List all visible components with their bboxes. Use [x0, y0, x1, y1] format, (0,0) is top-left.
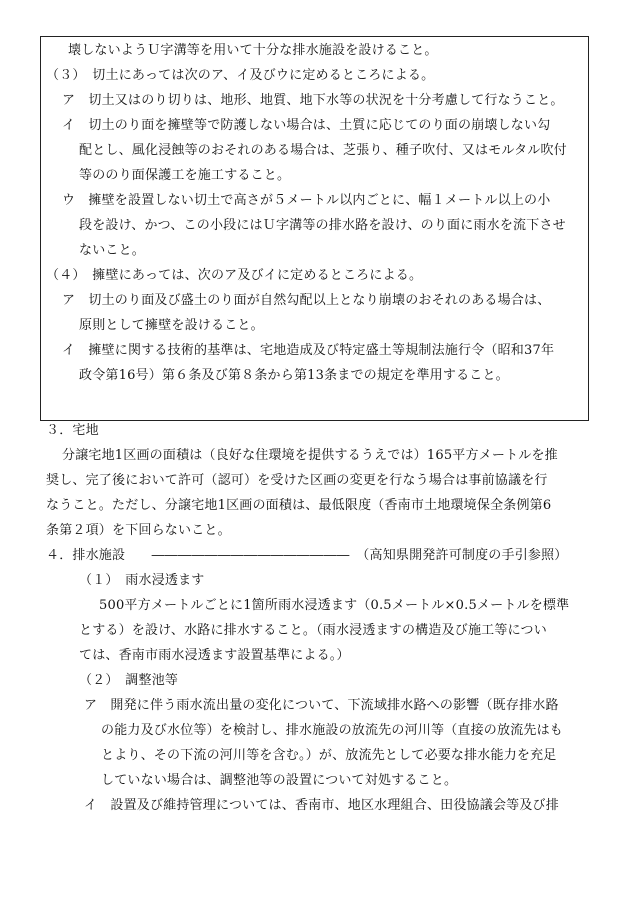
box-line-7: ウ 擁壁を設置しない切土で高さが５メートル以内ごとに、幅１メートル以上の小 [62, 193, 551, 208]
box-subsection-3-heading: （３） 切土にあっては次のア、イ及びウに定めるところによる。 [46, 68, 435, 83]
box-line-14: 政令第16号）第６条及び第８条から第13条までの規定を準用すること。 [79, 368, 509, 383]
section-4-sub1-line-3: ては、香南市雨水浸透ます設置基準による。） [79, 648, 350, 663]
section-4-sub2-heading: （２） 調整池等 [79, 673, 179, 688]
section-4-sub1-heading: （１） 雨水浸透ます [79, 573, 205, 588]
box-line-9: ないこと。 [79, 243, 146, 258]
section-4-sub2-line-3: とより、その下流の河川等を含む。）が、放流先として必要な排水能力を充足 [101, 748, 557, 763]
box-line-5: 配とし、風化浸蝕等のおそれのある場合は、芝張り、種子吹付、又はモルタル吹付 [79, 143, 567, 158]
section-4-sub2-line-5: イ 設置及び維持管理については、香南市、地区水理組合、田役協議会等及び排 [84, 798, 559, 813]
section-4-sub2-line-1: ア 開発に伴う雨水流出量の変化について、下流域排水路への影響（既存排水路 [84, 698, 559, 713]
box-line-4: イ 切土のり面を擁壁等で防護しない場合は、土質に応じてのり面の崩壊しない勾 [62, 118, 551, 133]
box-line-6: 等ののり面保護工を施工すること。 [79, 168, 291, 183]
section-4-sub2-line-2: の能力及び水位等）を検討し、排水施設の放流先の河川等（直接の放流先はも [101, 723, 564, 738]
section-4-sub1-line-2: とする）を設け、水路に排水すること。（雨水浸透ますの構造及び施工等につい [79, 623, 547, 638]
section-3-line-2: 奨し、完了後において許可（認可）を受けた区画の変更を行なう場合は事前協議を行 [46, 473, 548, 488]
section-3-heading: ３．宅地 [46, 423, 99, 438]
section-3-line-3: なうこと。ただし、分譲宅地1区画の面積は、最低限度（香南市土地環境保全条例第6 [46, 498, 552, 513]
box-line-11: ア 切土のり面及び盛土のり面が自然勾配以上となり崩壊のおそれのある場合は、 [62, 293, 551, 308]
section-3-line-4: 条第２項）を下回らないこと。 [46, 523, 231, 538]
box-subsection-4-heading: （４） 擁壁にあっては、次のア及びイに定めるところによる。 [46, 268, 423, 283]
box-line-12: 原則として擁壁を設けること。 [79, 318, 264, 333]
section-4-sub1-line-1: 500平方メートルごとに1箇所雨水浸透ます（0.5メートル×0.5メートルを標準 [99, 598, 570, 613]
section-3-line-1: 分譲宅地1区画の面積は（良好な住環境を提供するうえでは）165平方メートルを推 [62, 448, 558, 463]
box-line-13: イ 擁壁に関する技術的基準は、宅地造成及び特定盛土等規制法施行令（昭和37年 [62, 343, 555, 358]
box-line-1: 壊しないようＵ字溝等を用いて十分な排水施設を設けること。 [68, 43, 438, 58]
section-4-heading: ４．排水施設 ――――――――――――――― （高知県開発許可制度の手引参照） [46, 548, 568, 563]
box-line-8: 段を設け、かつ、この小段にはＵ字溝等の排水路を設け、のり面に雨水を流下させ [79, 218, 566, 233]
box-line-3: ア 切土又はのり切りは、地形、地質、地下水等の状況を十分考慮して行なうこと。 [62, 93, 564, 108]
section-4-sub2-line-4: していない場合は、調整池等の設置について対処すること。 [101, 773, 458, 788]
